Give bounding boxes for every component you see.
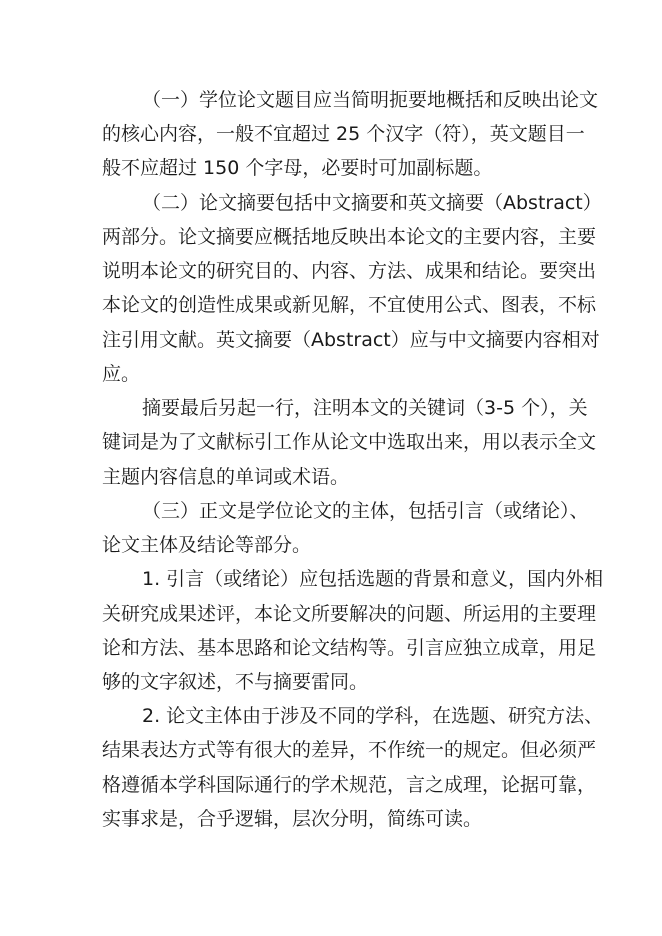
paragraph (102, 494, 589, 562)
text-line: 论文主体及结论等部分。 (102, 534, 312, 557)
paragraph (102, 391, 597, 494)
text-line: 摘要最后另起一行，注明本文的关键词（3-5 个），关 (142, 397, 588, 420)
text-line: 两部分。论文摘要应概括地反映出本论文的主要内容，主要 (102, 225, 597, 248)
text-line: 实事求是，合乎逻辑，层次分明，简练可读。 (102, 807, 483, 830)
text-line: 的核心内容，一般不宜超过 25 个汉字（符），英文题目一 (102, 123, 585, 146)
text-line: 注引用文献。英文摘要（Abstract）应与中文摘要内容相对 (102, 328, 600, 351)
text-line: （一）学位论文题目应当简明扼要地概括和反映出论文 (142, 89, 599, 111)
text-line: 关研究成果述评，本论文所要解决的问题、所运用的主要理 (102, 602, 597, 625)
text-line: 本论文的创造性成果或新见解，不宜使用公式、图表，不标 (102, 294, 597, 317)
text-line: 格遵循本学科国际通行的学术规范，言之成理，论据可靠， (102, 773, 597, 796)
text-line: 2. 论文主体由于涉及不同的学科，在选题、研究方法、 (142, 705, 604, 728)
text-line: 够的文字叙述，不与摘要雷同。 (102, 670, 369, 693)
paragraph (102, 186, 602, 391)
text-line: 主题内容信息的单词或术语。 (102, 465, 350, 488)
text-line: 键词是为了文献标引工作从论文中选取出来，用以表示全文 (102, 431, 597, 454)
text-line: 论和方法、基本思路和论文结构等。引言应独立成章，用足 (102, 636, 597, 659)
document-body (102, 83, 604, 836)
text-line: 结果表达方式等有很大的差异，不作统一的规定。但必须严 (102, 739, 597, 762)
text-line: 应。 (102, 362, 141, 385)
paragraph (102, 83, 599, 186)
text-line: （二）论文摘要包括中文摘要和英文摘要（Abstract） (142, 191, 602, 214)
paragraph (102, 562, 604, 699)
text-line: （三）正文是学位论文的主体，包括引言（或绪论）、 (142, 499, 589, 522)
paragraph (102, 699, 604, 836)
text-line: 说明本论文的研究目的、内容、方法、成果和结论。要突出 (102, 260, 597, 283)
text-line: 1. 引言（或绪论）应包括选题的背景和意义，国内外相 (142, 568, 604, 591)
text-line: 般不应超过 150 个字母，必要时可加副标题。 (102, 157, 493, 180)
